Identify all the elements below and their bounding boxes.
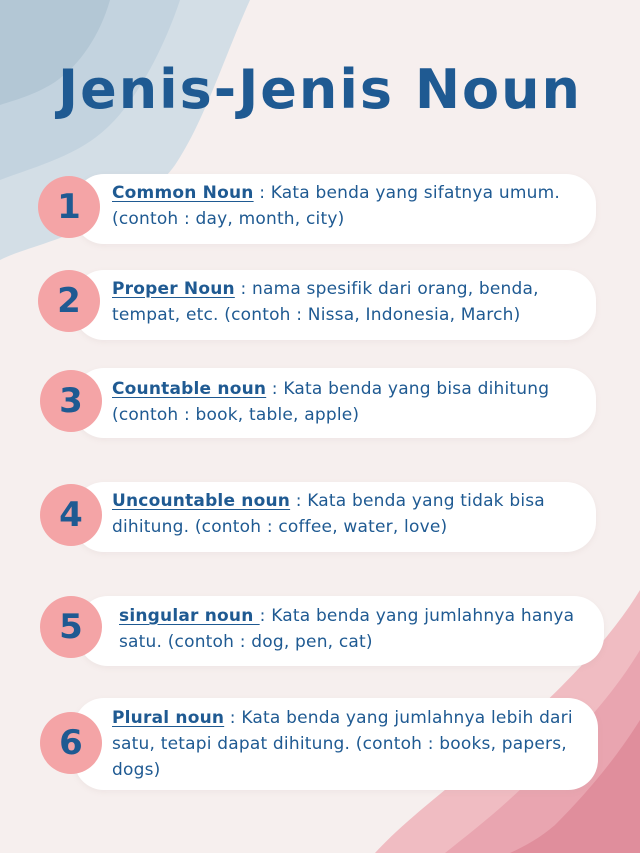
noun-term-1: Common Noun (112, 183, 254, 203)
noun-separator-3: : (266, 379, 284, 399)
noun-term-2: Proper Noun (112, 279, 235, 299)
noun-definition-1: Kata benda yang sifatnya umum. (contoh : day, month, city) (112, 183, 560, 229)
noun-text-5 (119, 603, 589, 655)
noun-text-1 (112, 180, 582, 232)
number-badge-1: 1 (38, 176, 100, 238)
number-badge-2: 2 (38, 270, 100, 332)
noun-term-6: Plural noun (112, 708, 225, 728)
noun-text-6 (112, 705, 588, 783)
noun-separator-1: : (253, 183, 271, 203)
noun-term-4: Uncountable noun (112, 491, 291, 511)
noun-separator-5: : (259, 606, 272, 626)
noun-definition-5: Kata benda yang jumlahnya hanya satu. (contoh : dog, pen, cat) (119, 606, 575, 652)
noun-text-2 (112, 276, 582, 328)
noun-definition-3: Kata benda yang bisa dihitung (contoh : book, table, apple) (112, 379, 550, 425)
number-badge-3: 3 (40, 370, 102, 432)
noun-term-5: singular noun (119, 606, 260, 626)
noun-separator-4: : (290, 491, 308, 511)
number-badge-4: 4 (40, 484, 102, 546)
noun-text-3 (112, 376, 592, 428)
noun-definition-4: Kata benda yang tidak bisa dihitung. (contoh : coffee, water, love) (112, 491, 545, 537)
noun-term-3: Countable noun (112, 379, 267, 399)
page-title: Jenis-Jenis Noun (57, 58, 582, 121)
noun-text-4 (112, 488, 582, 540)
noun-definition-6: Kata benda yang jumlahnya lebih dari satu, tetapi dapat dihitung. (contoh : books, papers, dogs) (112, 708, 573, 780)
noun-definition-2: nama spesifik dari orang, benda, tempat, etc. (contoh : Nissa, Indonesia, March) (112, 279, 539, 325)
number-badge-5: 5 (40, 596, 102, 658)
noun-separator-2: : (234, 279, 252, 299)
noun-separator-6: : (224, 708, 242, 728)
number-badge-6: 6 (40, 712, 102, 774)
